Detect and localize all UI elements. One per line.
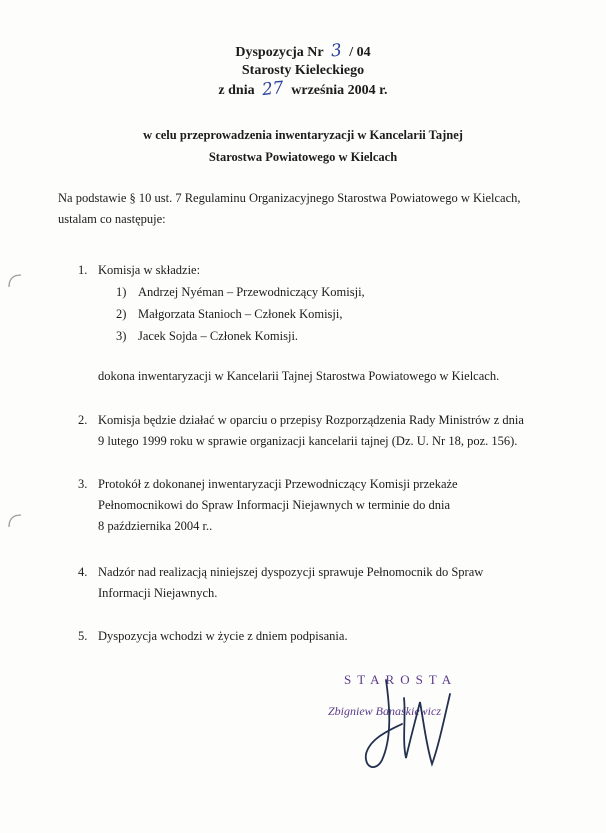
list-item-3: 3. Protokół z dokonanej inwentaryzacji Przewodniczący Komisji przekaże Pełnomocnikowi do Spraw Informacji Niejawnych w terminie do dnia 8 października 2004 r..	[78, 474, 458, 537]
item-number: 2.	[78, 413, 88, 427]
stamp-name: Zbigniew Banaśkiewicz	[328, 704, 441, 718]
intro-paragraph	[58, 188, 558, 230]
header-line-3: z dnia 27 września 2004 r.	[218, 77, 388, 101]
intro-line-1: Na podstawie § 10 ust. 7 Regulaminu Organizacyjnego Starostwa Powiatowego w Kielcach,	[58, 191, 521, 205]
member-item: 2) Małgorzata Stanioch – Członek Komisji,	[116, 307, 343, 321]
header-line-2: Starosty Kieleckiego	[241, 63, 365, 78]
intro-line-2: ustalam co następuje:	[58, 212, 166, 226]
member-item: 3) Jacek Sojda – Członek Komisji.	[116, 329, 299, 343]
item-1-closing: dokona inwentaryzacji w Kancelarii Tajnej Starostwa Powiatowego w Kielcach.	[98, 369, 500, 383]
list-item-1	[78, 260, 200, 281]
punch-hole-mark-icon	[6, 272, 24, 290]
list-item-5: 5. Dyspozycja wchodzi w życie z dniem podpisania.	[78, 626, 348, 647]
header-line-1: Dyspozycja Nr 3 / 04	[235, 40, 371, 62]
purpose-line-2: Starostwa Powiatowego w Kielcach	[208, 150, 398, 164]
stamp-title: STAROSTA	[344, 672, 458, 687]
item-number: 4.	[78, 565, 88, 579]
list-item-4: 4. Nadzór nad realizacją niniejszej dyspozycji sprawuje Pełnomocnik do Spraw Informacji Niejawnych.	[78, 562, 483, 604]
document-purpose	[0, 124, 606, 168]
handwritten-day: 27	[261, 77, 285, 101]
handwritten-number: 3	[329, 40, 343, 62]
item-text: Komisja w składzie:	[98, 263, 201, 277]
member-item: 1) Andrzej Nyéman – Przewodniczący Komisji,	[116, 285, 365, 299]
purpose-line-1: w celu przeprowadzenia inwentaryzacji w Kancelarii Tajnej	[143, 128, 463, 142]
item-number: 5.	[78, 629, 88, 643]
item-number: 3.	[78, 477, 88, 491]
document-header	[0, 42, 606, 100]
signature-icon	[346, 668, 466, 778]
item-number: 1.	[78, 263, 88, 277]
list-item-2: 2. Komisja będzie działać w oparciu o przepisy Rozporządzenia Rady Ministrów z dnia 9 lutego 1999 roku w sprawie organizacji kancelarii tajnej (Dz. U. Nr 18, poz. 156).	[78, 410, 524, 452]
punch-hole-mark-icon	[6, 512, 24, 530]
